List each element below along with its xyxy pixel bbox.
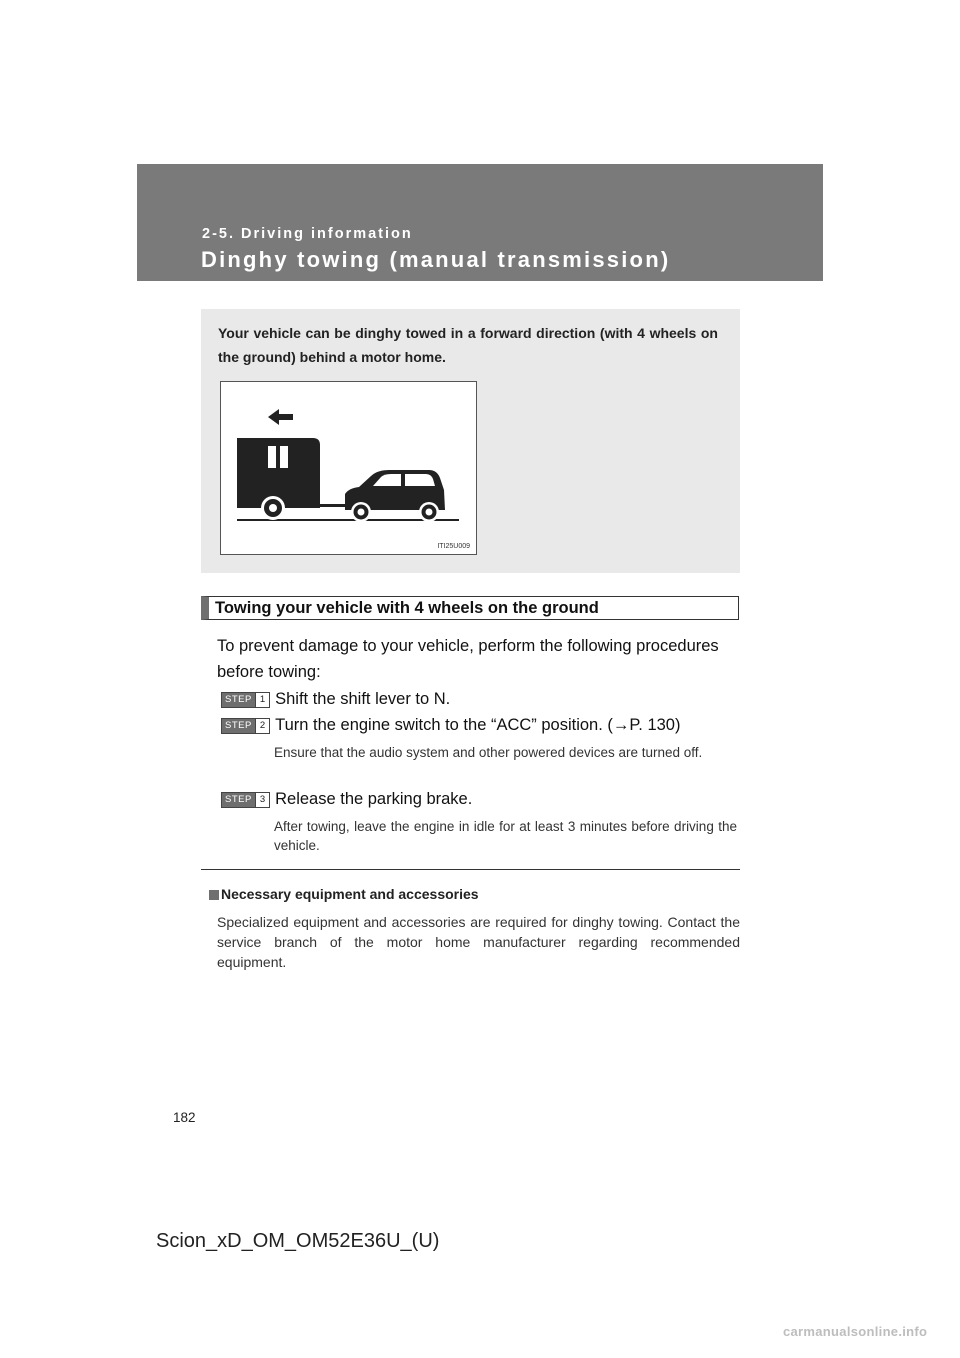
towing-illustration [220, 381, 477, 555]
subsection-title: Towing your vehicle with 4 wheels on the ground [215, 599, 599, 617]
section-label: 2-5. Driving information [202, 226, 413, 242]
document-code: Scion_xD_OM_OM52E36U_(U) [156, 1230, 440, 1252]
step-text: Turn the engine switch to the “ACC” position. (→P. 130) [275, 716, 681, 734]
step-badge: STEP 3 [221, 792, 270, 808]
towed-car-shape [345, 470, 445, 522]
step-badge: STEP 2 [221, 718, 270, 734]
step-badge: STEP 1 [221, 692, 270, 708]
info-text: Specialized equipment and accessories are required for dinghy towing. Contact the service branch of the motor home manufacturer regarding recommended equipment. [217, 914, 740, 970]
step-note: Ensure that the audio system and other powered devices are turned off. [274, 745, 703, 760]
step-1 [221, 690, 450, 709]
step-text: Release the parking brake. [275, 790, 473, 808]
intro-box [201, 309, 740, 573]
illustration-code: ITI25U009 [437, 543, 470, 550]
info-heading: Necessary equipment and accessories [221, 886, 479, 902]
page-number: 182 [173, 1110, 196, 1125]
motor-home-shape [237, 438, 320, 520]
page-title: Dinghy towing (manual transmission) [201, 247, 671, 272]
step-note: After towing, leave the engine in idle for at least 3 minutes before driving the vehicle. [274, 819, 737, 853]
intro-text: Your vehicle can be dinghy towed in a forward direction (with 4 wheels on the ground) behind a motor home. [218, 325, 718, 365]
tow-bar [313, 504, 347, 507]
step-3 [221, 790, 472, 809]
watermark: carmanualsonline.info [783, 1324, 928, 1339]
divider [201, 869, 740, 870]
arrow-left-icon [268, 409, 293, 425]
step-text: Shift the shift lever to N. [275, 690, 451, 708]
dinghy-towing-diagram [221, 382, 476, 554]
step-2 [221, 716, 680, 735]
chapter-header [137, 164, 823, 281]
subsection-header [201, 596, 739, 620]
procedure-intro: To prevent damage to your vehicle, perform the following procedures before towing: [217, 637, 719, 681]
square-bullet-icon [209, 890, 219, 900]
